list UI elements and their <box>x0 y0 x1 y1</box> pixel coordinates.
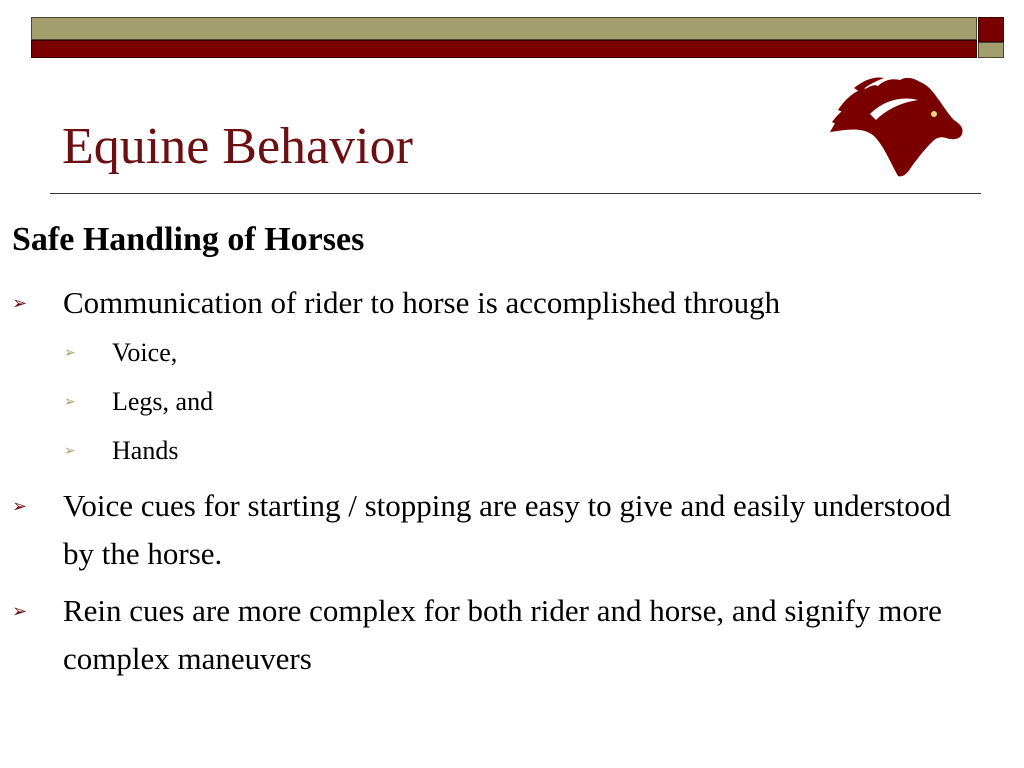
arrowhead-bullet-icon: ➢ <box>64 443 76 459</box>
bullet-text: Voice, <box>112 338 178 367</box>
slide-title: Equine Behavior <box>62 118 413 175</box>
corner-olive-square <box>978 42 1004 58</box>
arrowhead-bullet-icon: ➢ <box>64 345 76 361</box>
title-divider <box>50 193 981 194</box>
top-olive-bar <box>31 17 977 40</box>
arrowhead-bullet-icon: ➢ <box>12 293 28 314</box>
list-item <box>0 279 1010 327</box>
top-maroon-bar <box>31 40 977 58</box>
bullet-text: Voice cues for starting / stopping are easy to give and easily understood by the horse. <box>63 488 951 571</box>
arrowhead-bullet-icon: ➢ <box>64 394 76 410</box>
arrowhead-bullet-icon: ➢ <box>12 496 28 517</box>
horse-head-logo-icon <box>826 74 966 180</box>
list-item <box>0 587 1010 683</box>
list-item <box>0 433 400 469</box>
bullet-text: Communication of rider to horse is accomplished through <box>63 285 781 320</box>
bullet-text: Rein cues are more complex for both rider and horse, and signify more complex maneuvers <box>63 593 942 676</box>
bullet-text: Hands <box>112 436 179 465</box>
corner-maroon-square <box>978 17 1004 42</box>
section-heading: Safe Handling of Horses <box>12 221 365 258</box>
list-item <box>0 384 400 420</box>
list-item <box>0 482 1010 578</box>
bullet-text: Legs, and <box>112 387 214 416</box>
arrowhead-bullet-icon: ➢ <box>12 601 28 622</box>
list-item <box>0 335 400 371</box>
